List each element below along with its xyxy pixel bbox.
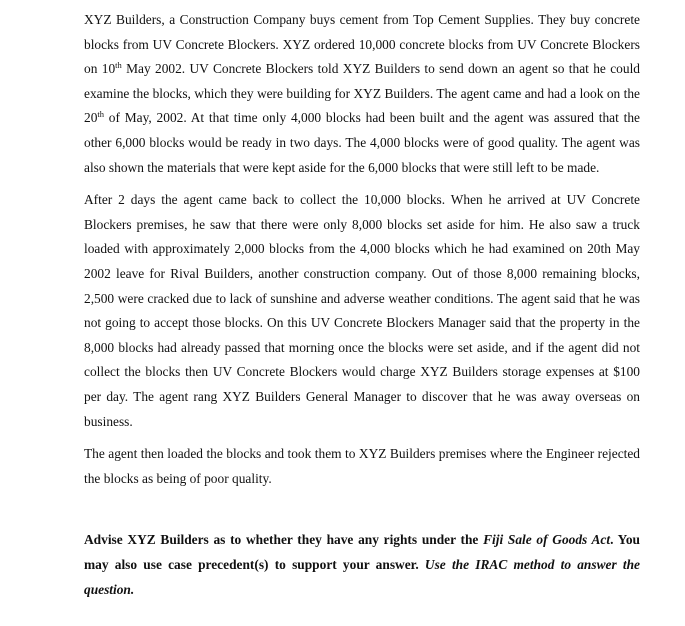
paragraph-facts-part-3: of May, 2002. At that time only 4,000 blocks had been built and the agent was assured that the other 6,000 blocks would be ready in two days. The 4,000 blocks were of good quality. The agent was also shown the materials that were kept aside for the 6,000 blocks that were still left to be made. — [84, 110, 640, 175]
document-page — [84, 8, 640, 602]
question-part-1: Advise XYZ Builders as to whether they have any rights under the — [84, 532, 484, 548]
method-instruction: Use the IRAC method to answer the question. — [84, 557, 640, 598]
paragraph-rejection: The agent then loaded the blocks and took them to XYZ Builders premises where the Engineer rejected the blocks as being of poor quality. — [84, 446, 640, 486]
paragraph-facts-part-2: May 2002. UV Concrete Blockers told XYZ Builders to send down an agent so that he could examine the blocks, which they were building for XYZ Builders. The agent came and had a look on the 20 — [84, 61, 640, 126]
question-prompt — [84, 527, 640, 602]
ordinal-suffix: th — [97, 109, 105, 120]
paragraph-facts — [84, 8, 640, 180]
act-name: Fiji Sale of Goods Act — [483, 532, 611, 548]
paragraph-facts-part-1: XYZ Builders, a Construction Company buys cement from Top Cement Supplies. They buy concrete blocks from UV Concrete Blockers. XYZ ordered 10,000 concrete blocks from UV Concrete Blockers on 10 — [84, 12, 640, 77]
question-part-2: . You may also use case precedent(s) to support your answer. — [84, 532, 640, 573]
ordinal-suffix: th — [115, 60, 122, 71]
paragraph-collection: After 2 days the agent came back to collect the 10,000 blocks. When he arrived at UV Concrete Blockers premises, he saw that there were only 8,000 blocks set aside for him. He also saw a truck loaded with approximately 2,000 blocks from the 4,000 blocks which he had examined on 20th May 2002 leave for Rival Builders, another construction company. Out of those 8,000 remaining blocks, 2,500 were cracked due to lack of sunshine and adverse weather conditions. The agent said that he was not going to accept those blocks. On this UV Concrete Blockers Manager said that the property in the 8,000 blocks had already passed that morning once the blocks were set aside, and if the agent did not collect the blocks then UV Concrete Blockers would charge XYZ Builders storage expenses at $100 per day. The agent rang XYZ Builders General Manager to discover that he was away overseas on business. — [84, 192, 640, 429]
